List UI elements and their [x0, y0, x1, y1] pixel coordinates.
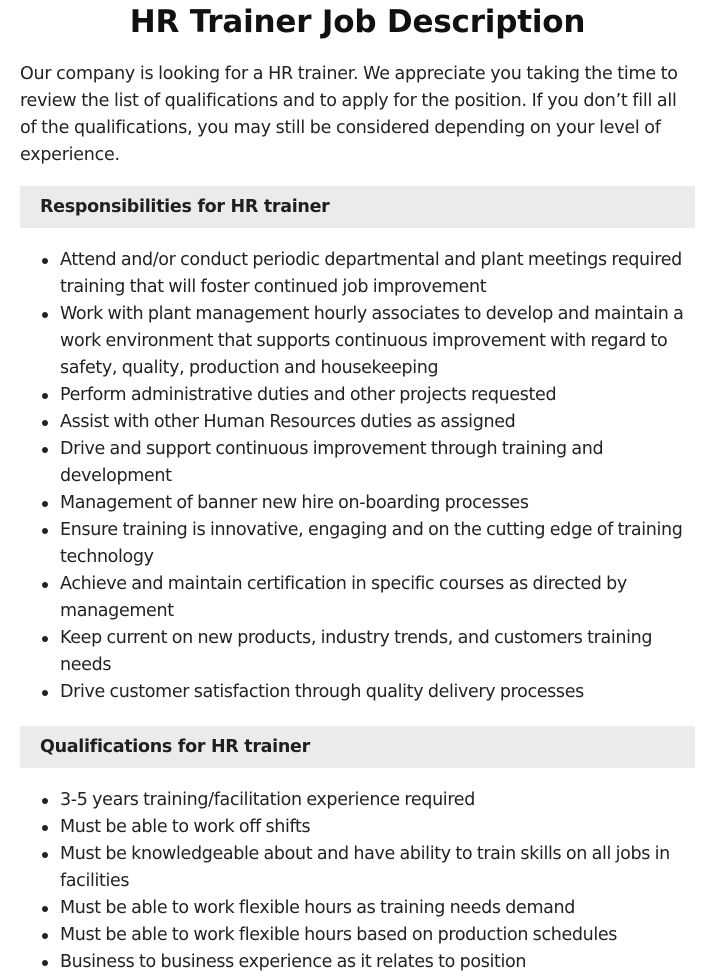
list-item — [20, 247, 695, 301]
list-item — [20, 679, 695, 706]
list-item — [20, 787, 695, 814]
list-item — [20, 517, 695, 571]
list-item — [20, 409, 695, 436]
list-item-text: Assist with other Human Resources duties as assigned — [60, 412, 516, 432]
job-description-page — [20, 0, 695, 976]
list-item — [20, 625, 695, 679]
bullet-icon — [42, 501, 48, 507]
list-item-text: Must be able to work flexible hours based on production schedules — [60, 925, 618, 945]
qualifications-heading: Qualifications for HR trainer — [20, 726, 695, 768]
bullet-icon — [42, 636, 48, 642]
list-item-text: Must be knowledgeable about and have ability to train skills on all jobs in facilities — [60, 844, 670, 891]
list-item-text: Must be able to work flexible hours as training needs demand — [60, 898, 576, 918]
list-item-text: Ensure training is innovative, engaging and on the cutting edge of training technology — [60, 520, 683, 567]
bullet-icon — [42, 906, 48, 912]
list-item — [20, 490, 695, 517]
responsibilities-list — [20, 247, 695, 706]
list-item — [20, 382, 695, 409]
list-item-text: Attend and/or conduct periodic departmental and plant meetings required training that will foster continued job improvement — [60, 250, 682, 297]
list-item-text: Drive customer satisfaction through quality delivery processes — [60, 682, 584, 702]
list-item-text: Drive and support continuous improvement through training and development — [60, 439, 604, 486]
qualifications-list — [20, 787, 695, 976]
list-item-text: Keep current on new products, industry trends, and customers training needs — [60, 628, 653, 675]
bullet-icon — [42, 960, 48, 966]
intro-paragraph: Our company is looking for a HR trainer. We appreciate you taking the time to review the list of qualifications and to apply for the position. If you don’t fill all of the qualifications, you may still be considered depending on your level of experience. — [20, 64, 678, 165]
bullet-icon — [42, 852, 48, 858]
bullet-icon — [42, 798, 48, 804]
list-item-text: Must be able to work off shifts — [60, 817, 311, 837]
bullet-icon — [42, 420, 48, 426]
list-item — [20, 895, 695, 922]
bullet-icon — [42, 528, 48, 534]
list-item-text: 3-5 years training/facilitation experience required — [60, 790, 475, 810]
bullet-icon — [42, 690, 48, 696]
bullet-icon — [42, 447, 48, 453]
list-item-text: Achieve and maintain certification in specific courses as directed by management — [60, 574, 627, 621]
list-item-text: Work with plant management hourly associates to develop and maintain a work environment that supports continuous improvement with regard to safety, quality, production and housekeeping — [60, 304, 684, 378]
list-item — [20, 949, 695, 976]
list-item — [20, 301, 695, 382]
bullet-icon — [42, 825, 48, 831]
list-item-text: Management of banner new hire on-boarding processes — [60, 493, 529, 513]
bullet-icon — [42, 312, 48, 318]
list-item — [20, 436, 695, 490]
list-item — [20, 841, 695, 895]
page-title: HR Trainer Job Description — [129, 4, 586, 40]
list-item-text: Perform administrative duties and other projects requested — [60, 385, 557, 405]
bullet-icon — [42, 258, 48, 264]
bullet-icon — [42, 393, 48, 399]
responsibilities-heading: Responsibilities for HR trainer — [20, 186, 695, 228]
list-item-text: Business to business experience as it relates to position — [60, 952, 527, 972]
list-item — [20, 922, 695, 949]
list-item — [20, 571, 695, 625]
list-item — [20, 814, 695, 841]
bullet-icon — [42, 933, 48, 939]
bullet-icon — [42, 582, 48, 588]
